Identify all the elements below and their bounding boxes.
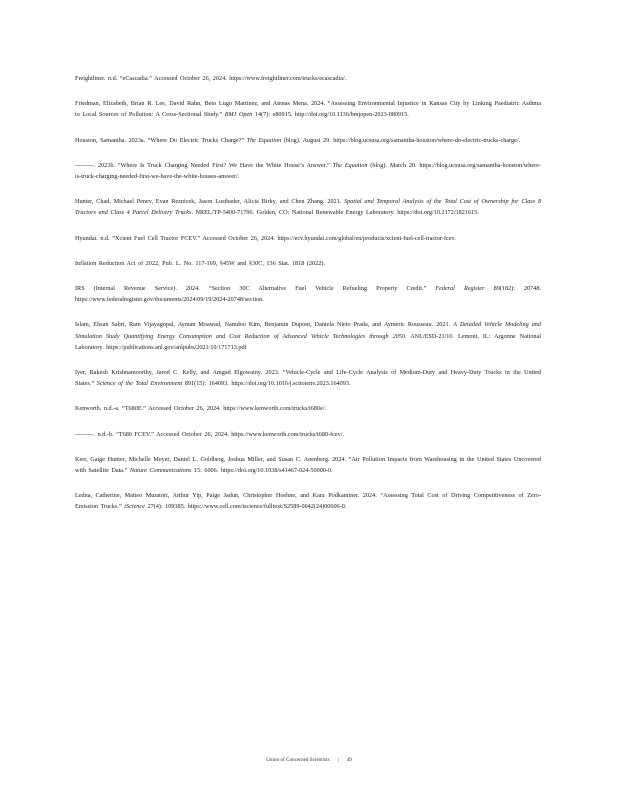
reference-entry: Houston, Samantha. 2023a. “Where Do Electric Trucks Charge?” The Equation (blog). August 29. https://blog.ucsusa.org/samantha-houston/where-do-electric-trucks-charge/.: [75, 136, 521, 144]
reference-entry: Freightliner. n.d. “eCascadia.” Accessed October 26, 2024. https://www.freightliner.com/trucks/ecascadia/.: [75, 75, 347, 82]
reference-entry: ———. 2023b. “Where Is Truck Charging Needed First? We Have the White House’s Answer.” The Equation (blog). March 20. https://blog.ucsusa.org/samantha-houston/where-is-truck-charging-needed-first-we-have-the-white-houses-answer/.: [75, 161, 541, 181]
reference-entry: Islam, Ehsan Sabri, Ram Vijayagopal, Ayman Moawad, Namdoo Kim, Benjamin Dupont, Daniela Nieto Prada, and Aymeric Rousseau. 2021. A Detailed Vehicle Modeling and Simulation Study Quantifying Energy Consumption and Cost Reduction of Advanced Vehicle Technologies through 2050. ANL/ESD-21/10. Lemont, IL: Argonne National Laboratory. https://publications.anl.gov/anlpubs/2021/10/171713.pdf: [75, 321, 541, 351]
reference-entry: Inflation Reduction Act of 2022, Pub. L. No. 117-169, §45W and §30C, 136 Stat. 1818 (2022).: [75, 259, 325, 267]
page-number: 49: [346, 757, 352, 763]
reference-entry: Kerr, Gaige Hunter, Michelle Meyer, Daniel L. Goldberg, Joshua Miller, and Susan C. Anenberg. 2024. “Air Pollution Impacts from Warehousing in the United States Uncovered with Satellite Data.” Nature Communications 15: 6006. https://doi.org/10.1038/s41467-024-50000-0.: [75, 455, 541, 475]
reference-entry: ———. n.d.-b. “T680 FCEV.” Accessed October 26, 2024. https://www.kenworth.com/trucks/t680-fcev/.: [75, 430, 345, 438]
footer-separator: |: [337, 757, 339, 763]
reference-list: [75, 73, 541, 527]
reference-entry: Kenworth. n.d.-a. “T680E.” Accessed October 26, 2024. https://www.kenworth.com/trucks/t680e/.: [75, 405, 327, 413]
reference-entry: Ledna, Catherine, Matteo Muratori, Arthur Yip, Paige Jadun, Christopher Hoehne, and Kara Podkaminer. 2024. “Assessing Total Cost of Driving Competitiveness of Zero-Emission Trucks.” iScience 27(4): 109385. https://www.cell.com/iscience/fulltext/S2589-0042(24)00606-0.: [75, 492, 541, 511]
reference-entry: IRS (Internal Revenue Service). 2024. “Section 30C Alternative Fuel Vehicle Refueling Property Credit.” Federal Register 89(182): 20748. https://www.federalregister.gov/documents/2024/09/19/2024-20748/section.: [75, 285, 541, 304]
reference-entry: Hyundai. n.d. “Xcient Fuel Cell Tractor FCEV.” Accessed October 26, 2024. https://ecv.hyundai.com/global/en/products/xcient-fuel-cell-tractor-fcev.: [75, 234, 456, 242]
reference-entry: Iyer, Rakesh Krishnamoorthy, Jarod C. Kelly, and Amgad Elgowainy. 2023. “Vehicle-Cycle and Life-Cycle Analysis of Medium-Duty and Heavy-Duty Trucks in the United States.” Science of the Total Environment 891(15): 164093. https://doi.org/10.1016/j.scitotenv.2023.164093.: [75, 369, 541, 388]
page-footer: [0, 757, 618, 763]
reference-entry: Hunter, Chad, Michael Penev, Evan Reznicek, Jason Lustbader, Alicia Birky, and Chen Zhang. 2021. Spatial and Temporal Analysis of the Total Cost of Ownership for Class 8 Tractors and Class 4 Parcel Delivery Trucks. NREL/TP-5400-71796. Golden, CO: National Renewable Energy Laboratory. https://doi.org/10.2172/1821615.: [75, 198, 541, 217]
reference-entry: Friedman, Elizabeth, Brian R. Lee, David Rahn, Beto Lugo Martinez, and Atenas Mena. 2024. “Assessing Environmental Injustice in Kansas City by Linking Paediatric Asthma to Local Sources of Pollution: A Cross-Sectional Study.” BMJ Open 14(7): e80915. http://doi.org/10.1136/bmjopen-2023-080915.: [75, 100, 541, 119]
footer-org: Union of Concerned Scientists: [266, 757, 330, 763]
